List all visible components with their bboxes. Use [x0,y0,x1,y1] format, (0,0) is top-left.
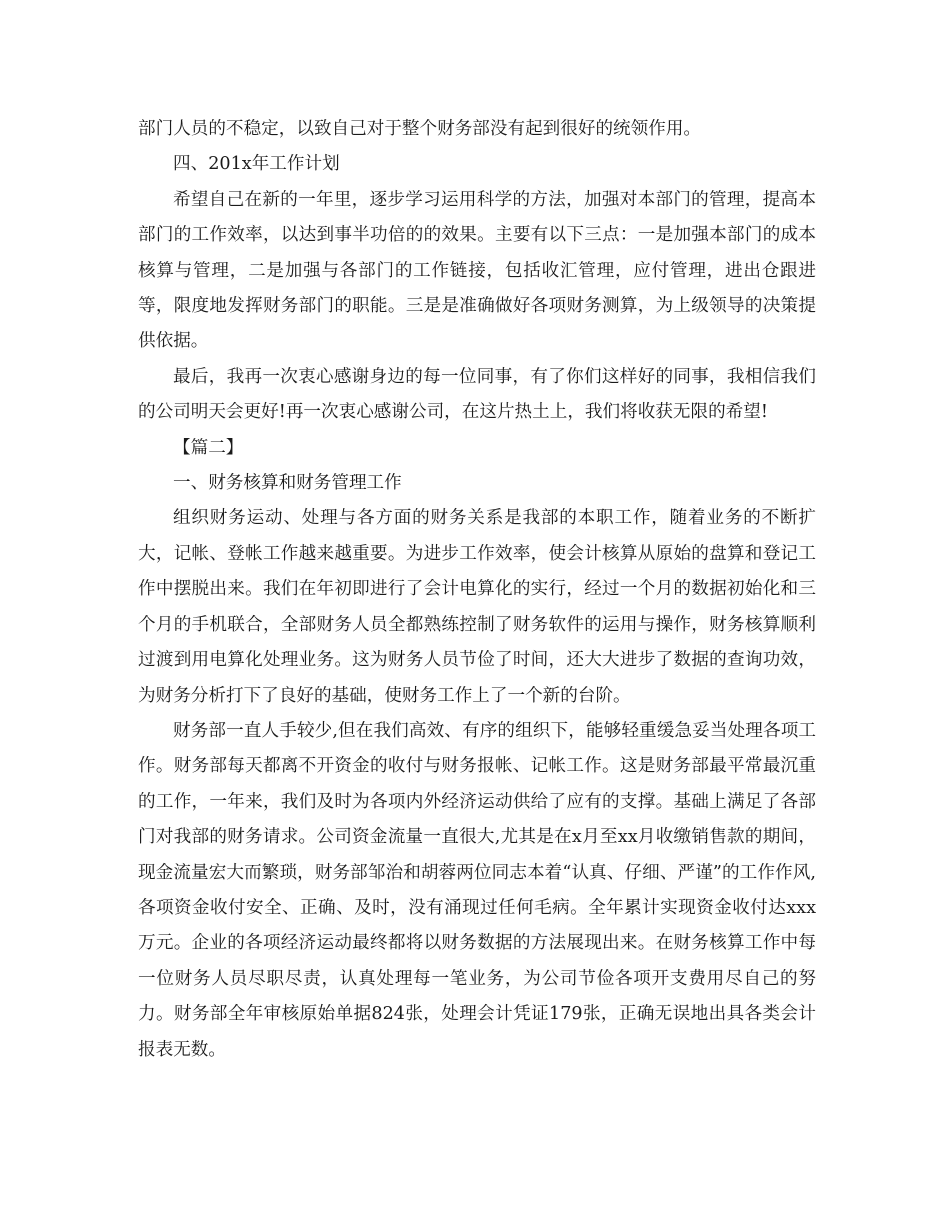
paragraph-finance-department-work: 财务部一直人手较少,但在我们高效、有序的组织下，能够轻重缓急妥当处理各项工作。财务部每天都离不开资金的收付与财务报帐、记帐工作。这是财务部最平常最沉重的工作，一年来，我们及时为各项内外经济运动供给了应有的支撑。基础上满足了各部门对我部的财务请求。公司资金流量一直很大,尤其是在x月至xx月收缴销售款的期间，现金流量宏大而繁琐，财务部邹治和胡蓉两位同志本着“认真、仔细、严谨”的工作作风,各项资金收付安全、正确、及时，没有涌现过任何毛病。全年累计实现资金收付达xxx万元。企业的各项经济运动最终都将以财务数据的方法展现出来。在财务核算工作中每一位财务人员尽职尽责，认真处理每一笔业务，为公司节俭各项开支费用尽自己的努力。财务部全年审核原始单据824张，处理会计凭证179张，正确无误地出具各类会计报表无数。 [138,720,816,1060]
section-heading-work-plan: 四、201x年工作计划 [173,154,340,175]
paragraph-work-plan: 希望自己在新的一年里，逐步学习运用科学的方法，加强对本部门的管理，提高本部门的工作效率，以达到事半功倍的的效果。主要有以下三点：一是加强本部门的成本核算与管理，二是加强与各部门的工作链接，包括收汇管理，应付管理，进出仓跟进等，限度地发挥财务部门的职能。三是是准确做好各项财务测算，为上级领导的决策提供依据。 [138,189,816,352]
paragraph-closing-thanks: 最后，我再一次衷心感谢身边的每一位同事，有了你们这样好的同事，我相信我们的公司明天会更好!再一次衷心感谢公司，在这片热土上，我们将收获无限的希望! [138,366,816,423]
section-heading-accounting: 一、财务核算和财务管理工作 [173,473,402,494]
paragraph-continuation: 部门人员的不稳定，以致自己对于整个财务部没有起到很好的统领作用。 [138,119,702,139]
part-two-heading: 【篇二】 [173,437,244,458]
paragraph-accounting-computerization: 组织财务运动、处理与各方面的财务关系是我部的本职工作，随着业务的不断扩大，记帐、登帐工作越来越重要。为进步工作效率，使会计核算从原始的盘算和登记工作中摆脱出来。我们在年初即进行了会计电算化的实行，经过一个月的数据初始化和三个月的手机联合，全部财务人员全都熟练控制了财务软件的运用与操作，财务核算顺利过渡到用电算化处理业务。这为财务人员节俭了时间，还大大进步了数据的查询功效，为财务分析打下了良好的基础，使财务工作上了一个新的台阶。 [138,508,816,706]
document-body [138,112,816,1068]
